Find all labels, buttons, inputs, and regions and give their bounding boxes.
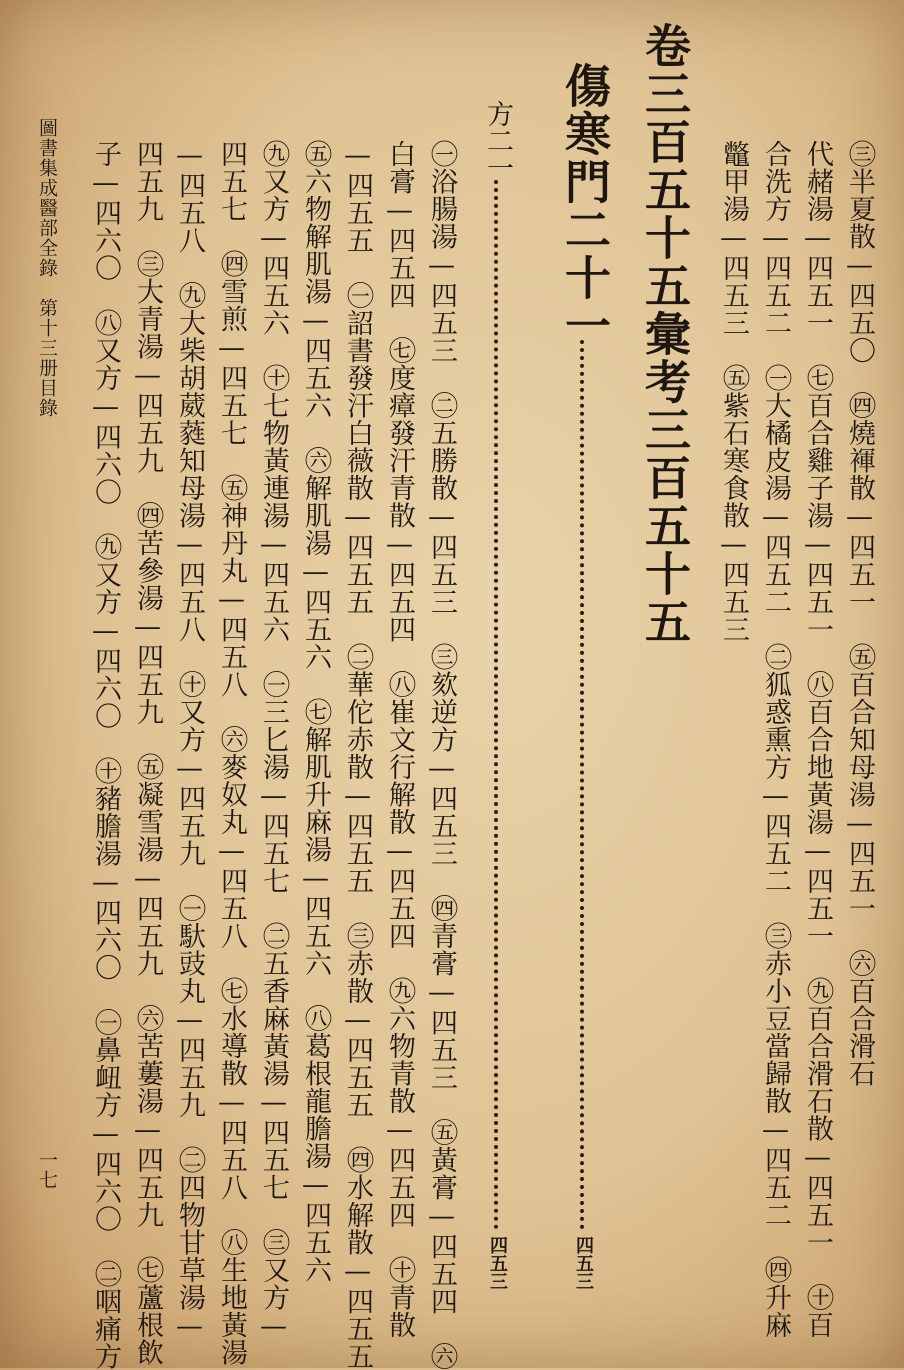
sub-leader-dots — [494, 180, 498, 1230]
footer-page-number: 一七 — [36, 1150, 58, 1190]
entry-column: 鼈甲湯—四五三 ㊄紫石寒食散—四五三 — [718, 140, 749, 643]
entry-column: 白膏—四五四 ㊆度瘴發汗青散—四五四 ㊇崔文行解散—四五四 ㊈六物青散—四五四 ㊉青散 — [384, 140, 415, 1339]
entry-column: 代赭湯—四五一 ㊆百合雞子湯—四五一 ㊇百合地黃湯—四五一 ㊈百合滑石散—四五一 ㊉百 — [802, 140, 833, 1339]
entry-column: ㊄六物解肌湯—四五六 ㊅解肌湯—四五六 ㊆解肌升麻湯—四五六 ㊇葛根龍膽湯—四五六 — [300, 140, 331, 1284]
entry-column: 四五九 ㊂大青湯—四五九 ㊃苦參湯—四五九 ㊄凝雪湯—四五九 ㊅苦蔞湯—四五九 ㊆蘆根飲 — [132, 140, 163, 1366]
sub-heading: 方二一 — [482, 100, 513, 181]
entry-column: ㊈又方—四五六 ㊉七物黃連湯—四五六 ㊀三匕湯—四五七 ㊁五香麻黃湯—四五七 ㊂又方— — [258, 140, 289, 1343]
section-leader-dots — [580, 340, 584, 1230]
sub-page-number: 四五三 — [487, 1236, 508, 1290]
section-heading: 傷寒門二十一 — [558, 62, 612, 350]
section-page-number: 四五三 — [573, 1236, 594, 1290]
entry-column: —四五五 ㊀詔書發汗白薇散—四五五 ㊁華佗赤散—四五五 ㊂赤散—四五五 ㊃水解散—四五五 — [342, 140, 373, 1370]
entry-column: —四五八 ㊈大柴胡葳蕤知母湯—四五八 ㊉又方—四五九 ㊀馱豉丸—四五九 ㊁四物甘草湯— — [174, 140, 205, 1343]
entry-column: 四五七 ㊃雪煎—四五七 ㊄神丹丸—四五八 ㊅麥奴丸—四五八 ㊆水導散—四五八 ㊇生地黃湯 — [216, 140, 247, 1366]
entry-column: 子—四六〇 ㊇又方—四六〇 ㊈又方—四六〇 ㊉豬膽湯—四六〇 ㊀鼻衄方—四六〇 ㊁咽痛方 — [90, 140, 121, 1370]
entry-column: 合洗方—四五二 ㊀大橘皮湯—四五二 ㊁狐惑熏方—四五二 ㊂赤小豆當歸散—四五二 ㊃升麻 — [760, 140, 791, 1339]
footer-title: 圖書集成醫部全錄 第十三册目錄 — [36, 118, 58, 418]
entry-column: ㊀浴腸湯—四五三 ㊁五勝散—四五三 ㊂欬逆方—四五三 ㊃青膏—四五三 ㊄黃膏—四五四 ㊅ — [426, 140, 457, 1370]
entry-column: ㊂半夏散—四五〇 ㊃燒褌散—四五一 ㊄百合知母湯—四五一 ㊅百合滑石 — [844, 140, 875, 1087]
volume-heading: 卷三百五十五彙考三百五十五 — [638, 22, 692, 646]
